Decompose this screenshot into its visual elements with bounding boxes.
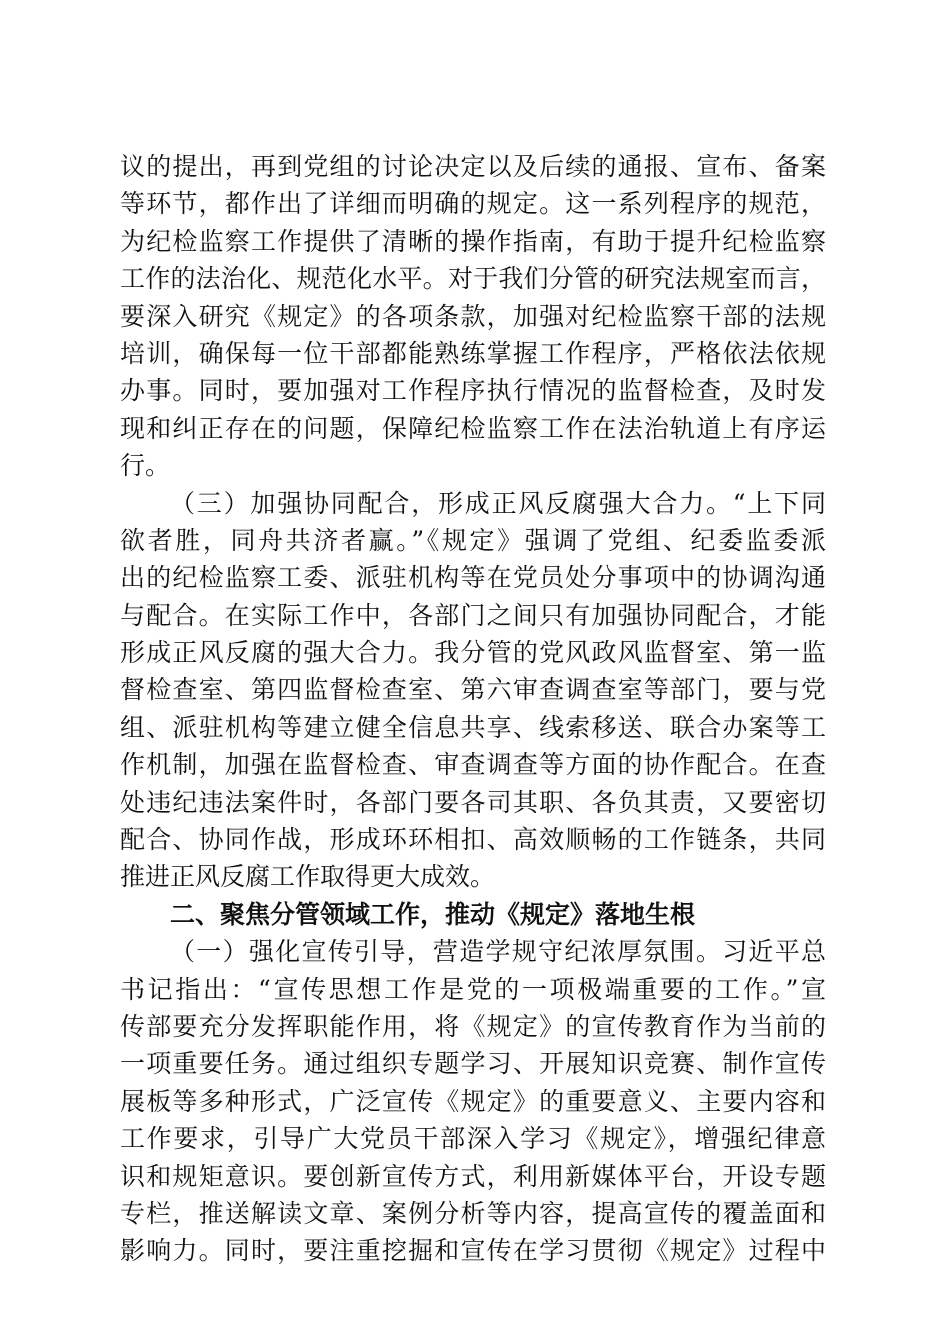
- body-text-line: 一项重要任务。通过组织专题学习、开展知识竞赛、制作宣传: [120, 1049, 826, 1079]
- body-text-line: 工作要求，引导广大党员干部深入学习《规定》，增强纪律意: [120, 1124, 826, 1154]
- body-text-line: 书记指出：“宣传思想工作是党的一项极端重要的工作。”宣: [120, 974, 826, 1004]
- body-text-line: 要深入研究《规定》的各项条款，加强对纪检监察干部的法规: [120, 301, 826, 331]
- body-text-line: 督检查室、第四监督检查室、第六审查调查室等部门，要与党: [120, 675, 826, 705]
- body-text-line: 议的提出，再到党组的讨论决定以及后续的通报、宣布、备案: [120, 152, 826, 181]
- body-text-line: 识和规矩意识。要创新宣传方式，利用新媒体平台，开设专题: [120, 1161, 826, 1191]
- body-text-line: 与配合。在实际工作中，各部门之间只有加强协同配合，才能: [120, 600, 826, 630]
- body-text-line: 工作的法治化、规范化水平。对于我们分管的研究法规室而言，: [120, 264, 826, 294]
- body-text-line: 传部要充分发挥职能作用，将《规定》的宣传教育作为当前的: [120, 1011, 826, 1041]
- section-heading: 二、聚焦分管领域工作，推动《规定》落地生根: [170, 899, 696, 929]
- body-text-line: 作机制，加强在监督检查、审查调查等方面的协作配合。在查: [120, 750, 826, 780]
- subsection-lead-line: （一）强化宣传引导，营造学规守纪浓厚氛围。习近平总: [170, 937, 826, 967]
- body-text-line: 培训，确保每一位干部都能熟练掌握工作程序，严格依法依规: [120, 338, 826, 368]
- body-text-line: 形成正风反腐的强大合力。我分管的党风政风监督室、第一监: [120, 638, 826, 668]
- body-text-line: 等环节，都作出了详细而明确的规定。这一系列程序的规范，: [120, 189, 826, 219]
- body-text-line: 办事。同时，要加强对工作程序执行情况的监督检查，及时发: [120, 376, 826, 406]
- body-text-line: 出的纪检监察工委、派驻机构等在党员处分事项中的协调沟通: [120, 563, 826, 593]
- body-text-line: 欲者胜，同舟共济者赢。”《规定》强调了党组、纪委监委派: [120, 525, 826, 555]
- body-text-line: 配合、协同作战，形成环环相扣、高效顺畅的工作链条，共同: [120, 825, 826, 855]
- body-text-line: 现和纠正存在的问题，保障纪检监察工作在法治轨道上有序运: [120, 413, 826, 443]
- body-text-line: 专栏，推送解读文章、案例分析等内容，提高宣传的覆盖面和: [120, 1198, 826, 1228]
- body-text-line: 为纪检监察工作提供了清晰的操作指南，有助于提升纪检监察: [120, 226, 826, 256]
- body-text-line: 展板等多种形式，广泛宣传《规定》的重要意义、主要内容和: [120, 1086, 826, 1116]
- document-page: [120, 148, 826, 1270]
- body-text-line: 处违纪违法案件时，各部门要各司其职、各负其责，又要密切: [120, 787, 826, 817]
- body-text-line: 组、派驻机构等建立健全信息共享、线索移送、联合办案等工: [120, 712, 826, 742]
- subsection-lead-line: （三）加强协同配合，形成正风反腐强大合力。“上下同: [170, 488, 826, 518]
- body-text-line: 行。: [120, 451, 171, 481]
- body-text-line: 影响力。同时，要注重挖掘和宣传在学习贯彻《规定》过程中: [120, 1236, 826, 1266]
- body-text-line: 推进正风反腐工作取得更大成效。: [120, 862, 496, 892]
